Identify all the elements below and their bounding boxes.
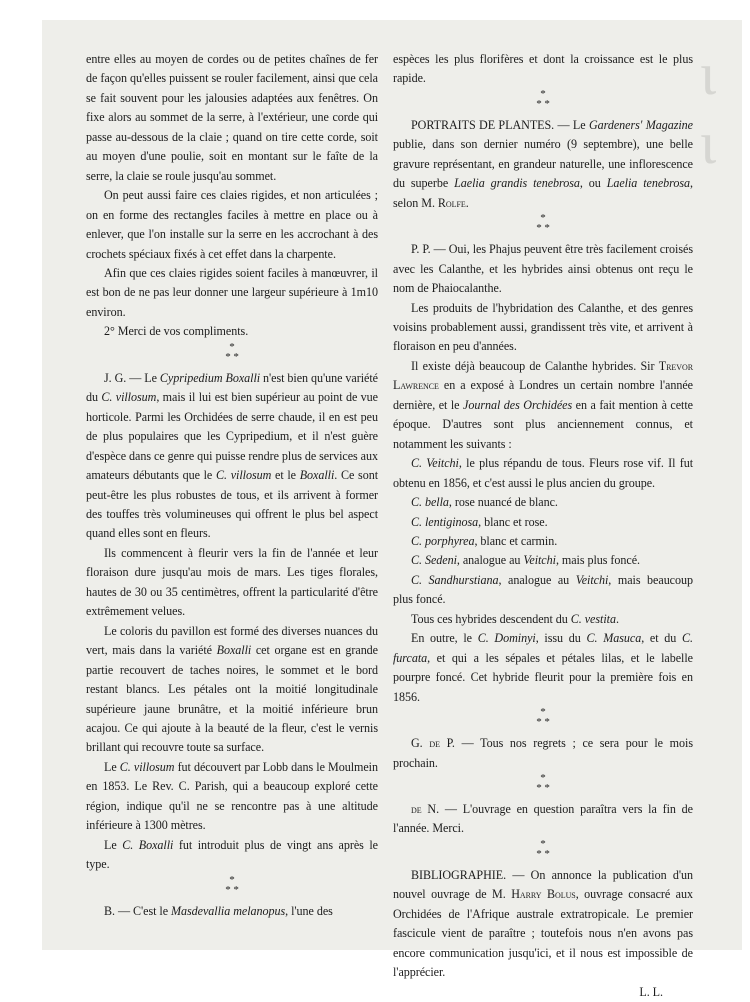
text: , le plus répandu de tous. Fleurs rose vif. Il fut obtenu en 1856, et c'est aussi le plus ancien du groupe. [393, 456, 693, 490]
text: Le [104, 837, 123, 852]
species-name: C. Sedeni [411, 553, 457, 568]
paragraph [393, 357, 693, 454]
paragraph: On peut aussi faire ces claies rigides, et non articulées ; on en forme des rectangles faciles à mettre en place ou à enlever, que l'on installe sur la serre en les accrochant à des crochets spéciaux fixés à cet effet dans la charpente. [86, 188, 378, 261]
left-column [86, 50, 378, 921]
species-name: C. furcata [393, 631, 694, 665]
species-name: C. Sandhurstiana [411, 572, 499, 587]
species-name: C. Dominyi [477, 631, 536, 646]
paragraph [393, 116, 693, 213]
species-name: Masdevallia melanopus [171, 903, 286, 918]
text: , mais il lui est bien supérieur au point de vue horticole. Parmi les Orchidées de serre chaude, il en est peu de plus populaires que les Cypripedium, et il n'est guère d'espèce dans ce genre qui puisse rendre plus de services aux amateurs débutants que le [86, 390, 378, 483]
text: Le [104, 759, 120, 774]
paragraph [86, 369, 378, 544]
list-item [393, 551, 693, 570]
species-name: Veitchi [575, 572, 609, 587]
species-name: C. porphyrea [411, 533, 475, 548]
bleed-through-marks: ι ι [700, 41, 721, 176]
paragraph: espèces les plus florifères et dont la croissance est le plus rapide. [393, 52, 693, 86]
person-name: Harry Bolus [511, 887, 576, 902]
text: , blanc et carmin. [474, 533, 558, 548]
list-item [393, 454, 693, 493]
text: cet organe est en grande partie recouvert de taches noires, le sommet et le bord restant blancs. Les pétales ont la moitié longitudinale supérieure jaune brunâtre, et la moitié inférieure brun acajou. Ce qui ajoute à la beauté de la fleur, c'est le vernis brillant qui recouvre toute sa surface. [86, 643, 379, 755]
list-item [393, 532, 693, 551]
species-name: C. lentiginosa [411, 514, 479, 529]
paragraph: Les produits de l'hybridation des Calanthe, et des genres voisins probablement aussi, grandissent très vite, et arrivent à floraison en peu d'années. [393, 300, 693, 354]
signature: L. L. [639, 984, 663, 999]
text: Le coloris du pavillon est formé des diverses nuances du vert, mais dans la variété [86, 623, 378, 658]
asterism: * * * [536, 212, 550, 235]
text: , analogue au [456, 553, 524, 568]
paragraph: P. P. — Oui, les Phajus peuvent être très facilement croisés avec les Calanthe, et les hybrides ainsi obtenus ont reçu le nom de Phaiocalanthe. [393, 242, 693, 296]
text: , et qui a les sépales et pétales lilas, et le labelle pourpre foncé. Cet hybride fleurit pour la première fois en 1856. [393, 650, 693, 704]
species-name: Laelia tenebrosa [606, 176, 690, 191]
text: , issu du [535, 631, 587, 646]
text: publie, dans son dernier numéro (9 septembre), une belle gravure représentant, en grandeur naturelle, une inflorescence du superbe [393, 137, 693, 191]
paragraph [393, 629, 693, 707]
section-heading: BIBLIOGRAPHIE. — On annonce la publication d'un nouvel ouvrage de M. [393, 867, 693, 902]
text: Il existe déjà beaucoup de Calanthe hybrides. Sir [411, 358, 659, 373]
text: , blanc et rose. [478, 514, 548, 529]
species-name: C. Boxalli [122, 837, 174, 852]
text: N. — L'ouvrage en question paraîtra vers la fin de l'année. Merci. [393, 801, 693, 836]
text: . [615, 611, 619, 626]
paragraph: 2° Merci de vos compliments. [104, 324, 249, 339]
section-heading: PORTRAITS DE PLANTES. — Le [411, 117, 589, 132]
paragraph: Afin que ces claies rigides soient faciles à manœuvrer, il est bon de ne pas leur donner une largeur supérieure à 1m10 environ. [86, 265, 378, 319]
species-name: C. bella [411, 495, 449, 510]
person-name: Rolfe [437, 195, 466, 210]
text: , rose nuancé de blanc. [448, 495, 558, 510]
paragraph [86, 836, 378, 875]
text: en a exposé à Londres un certain nombre l'année dernière, et le [393, 378, 693, 412]
text: fut découvert par Lobb dans le Moulmein en 1853. Le Rev. C. Parish, qui a beaucoup exploré cette région, indique qu'il ne se rencontre pas à une altitude inférieure à 1300 mètres. [86, 759, 378, 833]
text: P. — Tous nos regrets ; ce sera pour le mois prochain. [393, 736, 693, 770]
species-name: C. vestita [570, 611, 616, 626]
person-name: Trevor Lawrence [393, 358, 693, 393]
paragraph: entre elles au moyen de cordes ou de petites chaînes de fer de façon qu'elles puissent se rouler facilement, ainsi que cela se fait souvent pour les jalousies adaptées aux fenêtres. On fixe alors au sommet de la serre, à l'extérieur, une corde qui passe au-dessous de la claie ; quand on tire cette corde, soit au moyen d'une poulie, soit en montant sur le faîte de la serre, la claie se roule jusqu'au sommet. [86, 52, 378, 183]
species-name: Laelia grandis tenebrosa [454, 176, 580, 191]
text: J. G. — Le [104, 370, 160, 385]
text: n'est bien qu'une variété du [86, 370, 378, 405]
text: Tous ces hybrides descendent du [411, 611, 571, 626]
paragraph [86, 902, 378, 921]
paragraph [393, 610, 693, 629]
text: en a fait mention à cette époque. D'autres sont plus anciennement connus, et notamment les suivants : [393, 397, 693, 451]
asterism: * * * [536, 771, 550, 794]
species-name: C. villosum [119, 759, 175, 774]
paragraph [393, 800, 693, 839]
text: . Ce sont peut-être les plus robustes de tous, et ils arrivent à former des touffes très volumineuses qui offrent le plus bel aspect quand elles sont en fleurs. [86, 468, 379, 541]
publication-title: Journal des Orchidées [463, 397, 573, 412]
text: , l'une des [285, 903, 333, 918]
text: et le [271, 468, 300, 483]
text: , et du [641, 631, 683, 646]
species-name: Boxalli [299, 468, 335, 483]
publication-title: Gardeners' Magazine [588, 117, 693, 132]
species-name: C. villosum [215, 468, 272, 483]
asterism: * * * [536, 87, 550, 110]
text: , analogue au [498, 572, 576, 587]
text: , selon M. [393, 176, 693, 210]
text: B. — C'est le [104, 903, 171, 918]
right-column [393, 50, 693, 1002]
asterism: * * * [536, 837, 550, 860]
text: . [465, 195, 469, 210]
paragraph [393, 734, 693, 773]
paragraph [393, 866, 693, 983]
text: , mais beaucoup plus foncé. [393, 572, 693, 607]
species-name: C. Masuca [586, 631, 642, 646]
species-name: Boxalli [216, 643, 252, 658]
asterism: * * * [225, 340, 239, 363]
text: fut introduit plus de vingt ans après le type. [86, 837, 378, 872]
text: de [411, 801, 422, 816]
paragraph [86, 758, 378, 836]
species-name: C. Veitchi [411, 456, 459, 471]
asterism: * * * [536, 706, 550, 729]
text: En outre, le [411, 631, 478, 646]
paragraph: Ils commencent à fleurir vers la fin de l'année et leur floraison dure jusqu'au mois de mars. Les tiges florales, hautes de 30 ou 35 centimètres, offrent la particularité d'être extrêmement velues. [86, 545, 378, 619]
species-name: Cypripedium Boxalli [159, 370, 261, 385]
species-name: Veitchi [523, 553, 556, 568]
text: , ou [579, 176, 607, 191]
text: G. [411, 736, 430, 751]
text: , mais plus foncé. [555, 553, 641, 568]
text: , ouvrage consacré aux Orchidées de l'Afrique australe extratropicale. Le premier fascicule vient de paraître ; toutefois nous n'en avons pas encore communication jusqu'ici, et il nous est impossible de l'apprécier. [393, 887, 693, 980]
species-name: C. villosum [101, 390, 157, 405]
text: de [429, 736, 440, 751]
list-item [393, 513, 693, 532]
list-item [393, 493, 693, 512]
asterism: * * * [225, 873, 239, 896]
list-item [393, 571, 693, 610]
paragraph [86, 622, 378, 758]
